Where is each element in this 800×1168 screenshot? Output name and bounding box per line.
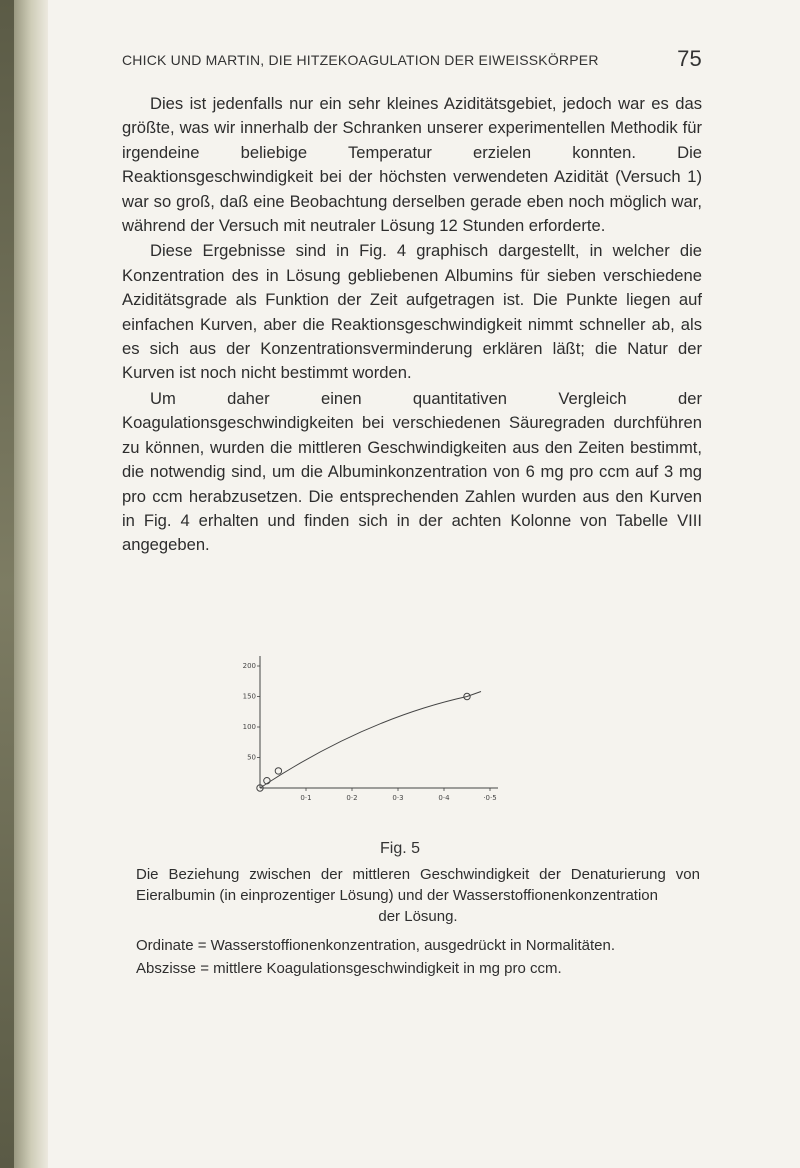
running-head-title: CHICK UND MARTIN, DIE HITZEKOAGULATION DER EIWEISSKÖRPER [122, 52, 599, 68]
paragraph-2: Diese Ergebnisse sind in Fig. 4 graphisch dargestellt, in welcher die Konzentration des in Lösung gebliebenen Albumins für sieben verschiedene Aziditätsgrade als Funktion der Zeit aufgetragen ist. Die Punkte liegen auf einfachen Kurven, aber die Reaktionsgeschwindigkeit nimmt schneller ab, als es sich aus der Konzentrationsverminderung erklären läßt; die Natur der Kurven ist noch nicht bestimmt worden. [122, 241, 702, 383]
caption-line-2: der Lösung. [378, 908, 458, 925]
page-number: 75 [677, 46, 702, 71]
body-text [122, 92, 702, 558]
figure-5-chart [232, 656, 532, 816]
figure-label: Fig. 5 [379, 840, 420, 857]
y-tick-label: 150 [242, 692, 256, 701]
series-curve [260, 692, 481, 789]
x-tick-label: 0·1 [300, 794, 312, 802]
y-tick-label: 50 [247, 753, 256, 762]
book-binding-edge [0, 0, 14, 1168]
caption-line-1: Die Beziehung zwischen der mittleren Geschwindigkeit der Denaturierung von Eieralbumin (in einprozentiger Lösung) und der Wasserstoffionenkonzentration [136, 866, 700, 904]
running-head [122, 46, 702, 70]
figure-caption [136, 864, 700, 927]
data-point [275, 768, 281, 774]
x-tick-label: ·0·5 [483, 794, 497, 802]
y-tick-label: 200 [242, 662, 256, 670]
x-tick-label: 0·3 [392, 794, 404, 802]
x-tick-label: 0·4 [438, 794, 450, 802]
abscissa-note: Abszisse = mittlere Koagulationsgeschwindigkeit in mg pro ccm. [136, 960, 562, 977]
x-tick-label: 0·2 [346, 794, 358, 802]
paragraph-3: Um daher einen quantitativen Vergleich der Koagulationsgeschwindigkeiten bei verschiedenen Säuregraden durchführen zu können, wurden die mittleren Geschwindigkeiten aus den Zeiten bestimmt, die notwendig sind, um die Albuminkonzentration von 6 mg pro ccm auf 3 mg pro ccm herabzusetzen. Die entsprechenden Zahlen wurden aus den Kurven in Fig. 4 erhalten und finden sich in der achten Kolonne von Tabelle VIII angegeben. [122, 388, 702, 555]
ordinate-note: Ordinate = Wasserstoffionenkonzentration, ausgedrückt in Normalitäten. [136, 937, 616, 954]
chart-svg [232, 656, 532, 816]
figure-legend [136, 934, 716, 980]
y-tick-label: 100 [242, 723, 256, 731]
paragraph-1: Dies ist jedenfalls nur ein sehr kleines Aziditätsgebiet, jedoch war es das größte, was wir innerhalb der Schranken unserer experimentellen Methodik für irgendeine beliebige Temperatur erzielen konnten. Die Reaktionsgeschwindigkeit bei der höchsten verwendeten Azidität (Versuch 1) war so groß, daß eine Beobachtung derselben gerade eben noch möglich war, während der Versuch mit neutraler Lösung 12 Stunden erforderte. [122, 94, 702, 236]
